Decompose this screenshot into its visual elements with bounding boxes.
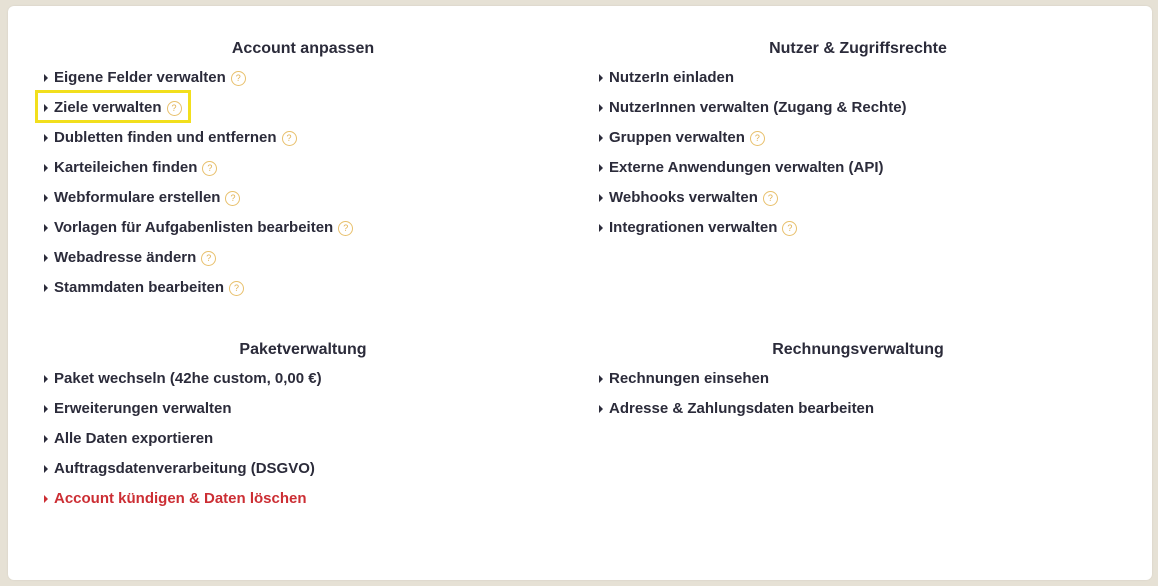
section-title: Nutzer & Zugriffsrechte [769, 40, 947, 57]
item-label: Gruppen verwalten [609, 129, 745, 146]
help-icon[interactable]: ? [229, 281, 244, 296]
link-externe-anwendungen[interactable] [598, 158, 1118, 188]
caret-right-icon [44, 254, 48, 262]
item-label: Eigene Felder verwalten [54, 69, 226, 86]
link-paket-wechseln[interactable] [43, 369, 563, 399]
item-label: Adresse & Zahlungsdaten bearbeiten [609, 400, 875, 417]
item-label: NutzerIn einladen [609, 69, 735, 86]
link-webhooks-verwalten[interactable] [598, 188, 1118, 218]
caret-right-icon [599, 224, 603, 232]
link-integrationen-verwalten[interactable] [598, 218, 1118, 248]
section-rechnungsverwaltung [598, 340, 1118, 429]
link-dubletten-finden[interactable] [43, 128, 563, 158]
link-stammdaten-bearbeiten[interactable] [43, 278, 563, 308]
help-icon[interactable]: ? [231, 71, 246, 86]
caret-right-icon [599, 194, 603, 202]
caret-right-icon [44, 104, 48, 112]
item-label: Dubletten finden und entfernen [54, 129, 277, 146]
caret-right-icon [44, 435, 48, 443]
link-nutzerin-einladen[interactable] [598, 68, 1118, 98]
caret-right-icon [599, 74, 603, 82]
link-vorlagen-aufgabenlisten[interactable] [43, 218, 563, 248]
item-label: Webformulare erstellen [54, 189, 221, 206]
help-icon[interactable]: ? [282, 131, 297, 146]
item-label: Webhooks verwalten [609, 189, 758, 206]
section-title: Rechnungsverwaltung [772, 341, 944, 358]
caret-right-icon [599, 164, 603, 172]
help-icon[interactable]: ? [225, 191, 240, 206]
item-label: Erweiterungen verwalten [54, 400, 232, 417]
item-label: Externe Anwendungen verwalten (API) [609, 159, 884, 176]
section-title: Account anpassen [231, 40, 375, 57]
link-nutzerinnen-verwalten[interactable] [598, 98, 1118, 128]
caret-right-icon [44, 495, 48, 503]
section-nutzer-zugriffsrechte [598, 39, 1118, 248]
item-label: Vorlagen für Aufgabenlisten bearbeiten [54, 219, 334, 236]
item-label: Account kündigen & Daten löschen [54, 490, 307, 507]
item-label: Integrationen verwalten [609, 219, 778, 236]
item-label: Ziele verwalten [54, 99, 162, 116]
link-alle-daten-exportieren[interactable] [43, 429, 563, 459]
caret-right-icon [44, 164, 48, 172]
link-ziele-verwalten[interactable] [43, 98, 563, 128]
help-icon[interactable]: ? [763, 191, 778, 206]
caret-right-icon [44, 465, 48, 473]
caret-right-icon [44, 134, 48, 142]
section-title: Paketverwaltung [239, 341, 367, 358]
link-adresse-zahlungsdaten[interactable] [598, 399, 1118, 429]
caret-right-icon [599, 405, 603, 413]
caret-right-icon [44, 284, 48, 292]
caret-right-icon [599, 134, 603, 142]
help-icon[interactable]: ? [201, 251, 216, 266]
link-account-kuendigen[interactable] [43, 489, 563, 519]
caret-right-icon [599, 104, 603, 112]
item-label: Stammdaten bearbeiten [54, 279, 225, 296]
section-paketverwaltung [43, 340, 563, 519]
settings-panel [8, 6, 1152, 580]
section-account-anpassen [43, 39, 563, 308]
caret-right-icon [44, 74, 48, 82]
link-karteileichen-finden[interactable] [43, 158, 563, 188]
item-label: Paket wechseln (42he custom, 0,00 €) [54, 370, 322, 387]
help-icon[interactable]: ? [167, 101, 182, 116]
item-label: NutzerInnen verwalten (Zugang & Rechte) [609, 99, 907, 116]
link-rechnungen-einsehen[interactable] [598, 369, 1118, 399]
item-label: Webadresse ändern [54, 249, 197, 266]
link-erweiterungen-verwalten[interactable] [43, 399, 563, 429]
link-auftragsdatenverarbeitung[interactable] [43, 459, 563, 489]
caret-right-icon [44, 194, 48, 202]
item-label: Auftragsdatenverarbeitung (DSGVO) [54, 460, 315, 477]
help-icon[interactable]: ? [202, 161, 217, 176]
item-label: Rechnungen einsehen [609, 370, 770, 387]
item-label: Karteileichen finden [54, 159, 198, 176]
caret-right-icon [44, 375, 48, 383]
help-icon[interactable]: ? [338, 221, 353, 236]
link-webformulare-erstellen[interactable] [43, 188, 563, 218]
link-gruppen-verwalten[interactable] [598, 128, 1118, 158]
help-icon[interactable]: ? [750, 131, 765, 146]
link-webadresse-aendern[interactable] [43, 248, 563, 278]
help-icon[interactable]: ? [782, 221, 797, 236]
caret-right-icon [599, 375, 603, 383]
caret-right-icon [44, 405, 48, 413]
caret-right-icon [44, 224, 48, 232]
item-label: Alle Daten exportieren [54, 430, 214, 447]
link-eigene-felder-verwalten[interactable] [43, 68, 563, 98]
